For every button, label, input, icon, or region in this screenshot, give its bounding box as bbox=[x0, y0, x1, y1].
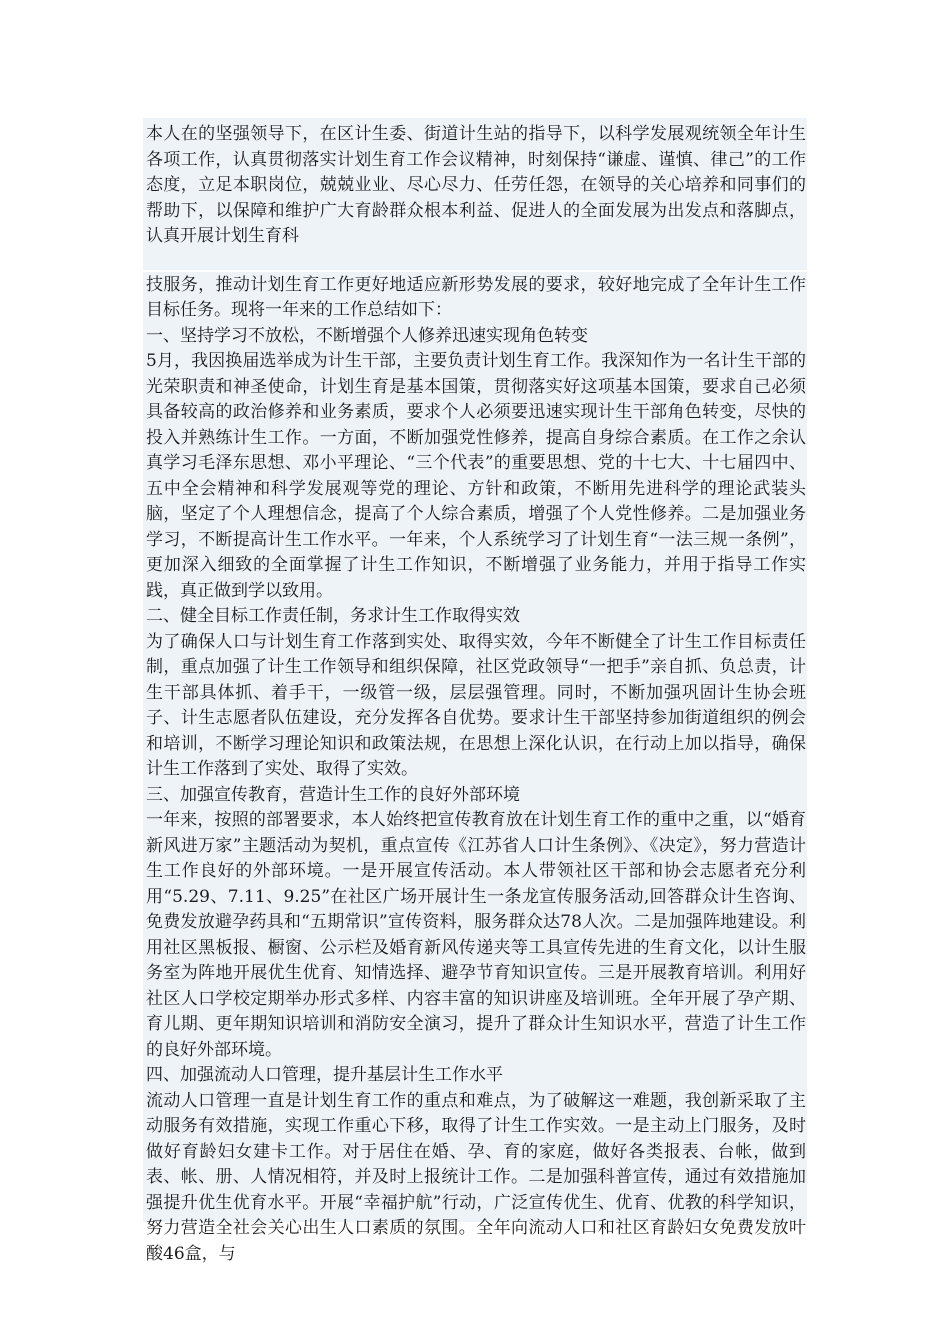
intro-paragraph: 本人在的坚强领导下，在区计生委、街道计生站的指导下，以科学发展观统领全年计生各项工作，认真贯彻落实计划生育工作会议精神，时刻保持“谦虚、谨慎、律己”的工作态度，立足本职岗位，兢兢业业、尽心尽力、任劳任怨，在领导的关心培养和同事们的帮助下，以保障和维护广大育龄群众根本利益、促进人的全面发展为出发点和落脚点，认真开展计划生育科 bbox=[146, 124, 806, 246]
section-body: 流动人口管理一直是计划生育工作的重点和难点，为了破解这一难题，我创新采取了主动服务有效措施，实现工作重心下移，取得了计生工作实效。一是主动上门服务，及时做好育龄妇女建卡工作。对于居住在婚、孕、育的家庭，做好各类报表、台帐，做到表、帐、册、人情况相符，并及时上报统计工作。二是加强科普宣传，通过有效措施加强提升优生优育水平。开展“幸福护航”行动，广泛宣传优生、优育、优教的科学知识，努力营造全社会关心出生人口素质的氛围。全年向流动人口和社区育龄妇女免费发放叶酸46盒，与 bbox=[146, 1090, 806, 1264]
section-heading: 三、加强宣传教育，营造计生工作的良好外部环境 bbox=[146, 784, 520, 805]
section-body: 5月，我因换届选举成为计生干部，主要负责计划生育工作。我深知作为一名计生干部的光荣职责和神圣使命，计划生育是基本国策，贯彻落实好这项基本国策，要求自己必须具备较高的政治修养和业务素质，要求个人必须要迅速实现计生干部角色转变，尽快的投入并熟练计生工作。一方面，不断加强党性修养，提高自身综合素质。在工作之余认真学习毛泽东思想、邓小平理论、“三个代表”的重要思想、党的十七大、十七届四中、五中全会精神和科学发展观等党的理论、方针和政策，不断用先进科学的理论武装头脑，坚定了个人理想信念，提高了个人综合素质，增强了个人党性修养。二是加强业务学习，不断提高计生工作水平。一年来，个人系统学习了计划生育“一法三规一条例”，更加深入细致的全面掌握了计生工作知识，不断增强了业务能力，并用于指导工作实践，真正做到学以致用。 bbox=[146, 351, 806, 601]
section-body: 一年来，按照的部署要求，本人始终把宣传教育放在计划生育工作的重中之重，以“婚育新风进万家”主题活动为契机，重点宣传《江苏省人口计生条例》、《决定》，努力营造计生工作良好的外部环境。一是开展宣传活动。本人带领社区干部和协会志愿者充分利用“5.29、7.11、9.25”在社区广场开展计生一条龙宣传服务活动,回答群众计生咨询、免费发放避孕药具和“五期常识”宣传资料，服务群众达78人次。二是加强阵地建设。利用社区黑板报、橱窗、公示栏及婚育新风传递夹等工具宣传先进的生育文化，以计生服务室为阵地开展优生优育、知情选择、避孕节育知识宣传。三是开展教育培训。利用好社区人口学校定期举办形式多样、内容丰富的知识讲座及培训班。全年开展了孕产期、育儿期、更年期知识培训和消防安全演习，提升了群众计生知识水平，营造了计生工作的良好外部环境。 bbox=[146, 810, 806, 1060]
continuation-paragraph: 技服务，推动计划生育工作更好地适应新形势发展的要求，较好地完成了全年计生工作目标任务。现将一年来的工作总结如下： bbox=[146, 274, 806, 320]
section-heading: 四、加强流动人口管理，提升基层计生工作水平 bbox=[146, 1065, 503, 1085]
section-heading: 二、健全目标工作责任制，务求计生工作取得实效 bbox=[146, 606, 520, 626]
document-body bbox=[146, 122, 806, 1267]
section-heading: 一、坚持学习不放松，不断增强个人修养迅速实现角色转变 bbox=[146, 325, 588, 346]
paragraph-gap bbox=[146, 250, 806, 273]
section-body: 为了确保人口与计划生育工作落到实处、取得实效，今年不断健全了计生工作目标责任制，重点加强了计生工作领导和组织保障，社区党政领导“一把手”亲自抓、负总责，计生干部具体抓、着手干，一级管一级，层层强管理。同时，不断加强巩固计生协会班子、计生志愿者队伍建设，充分发挥各自优势。要求计生干部坚持参加街道组织的例会和培训，不断学习理论知识和政策法规，在思想上深化认识，在行动上加以指导，确保计生工作落到了实处、取得了实效。 bbox=[146, 631, 806, 779]
